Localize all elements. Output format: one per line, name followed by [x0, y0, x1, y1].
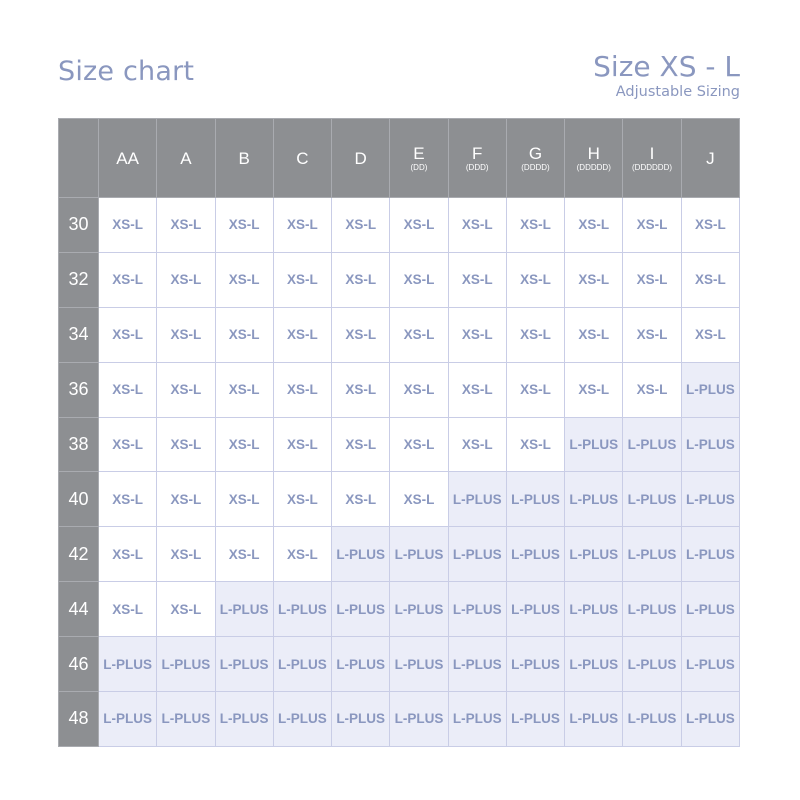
size-cell: L-PLUS	[448, 637, 506, 692]
size-cell: L-PLUS	[681, 362, 739, 417]
size-cell: XS-L	[215, 307, 273, 362]
size-cell: L-PLUS	[448, 582, 506, 637]
size-cell: L-PLUS	[215, 637, 273, 692]
size-cell: XS-L	[623, 307, 681, 362]
band-size-label: 34	[59, 307, 99, 362]
band-size-label: 38	[59, 417, 99, 472]
cup-sublabel: (DDDDDD)	[632, 162, 673, 172]
cup-sublabel: (DDD)	[465, 162, 489, 172]
band-size-label: 30	[59, 198, 99, 253]
cup-header-aa	[99, 119, 157, 198]
size-cell: XS-L	[157, 252, 215, 307]
size-cell: XS-L	[506, 417, 564, 472]
size-cell: XS-L	[332, 252, 390, 307]
band-size-label: 48	[59, 692, 99, 747]
band-row-44	[59, 582, 740, 637]
cup-label: G	[528, 143, 543, 163]
size-cell: XS-L	[448, 307, 506, 362]
size-cell: XS-L	[99, 252, 157, 307]
band-row-36	[59, 362, 740, 417]
size-cell: L-PLUS	[506, 472, 564, 527]
size-cell: XS-L	[99, 527, 157, 582]
size-cell: XS-L	[157, 582, 215, 637]
cup-label: E	[413, 143, 425, 163]
size-cell: XS-L	[448, 362, 506, 417]
size-cell: L-PLUS	[273, 692, 331, 747]
cup-header-a	[157, 119, 215, 198]
band-size-label: 36	[59, 362, 99, 417]
size-cell: XS-L	[506, 362, 564, 417]
size-cell: L-PLUS	[623, 582, 681, 637]
size-cell: XS-L	[506, 307, 564, 362]
size-cell: XS-L	[448, 417, 506, 472]
cup-header-d	[332, 119, 390, 198]
size-cell: L-PLUS	[506, 637, 564, 692]
size-cell: L-PLUS	[157, 637, 215, 692]
cup-label: D	[354, 148, 367, 168]
size-cell: XS-L	[390, 198, 448, 253]
size-cell: L-PLUS	[623, 472, 681, 527]
size-cell: XS-L	[273, 527, 331, 582]
size-cell: L-PLUS	[681, 692, 739, 747]
size-cell: XS-L	[273, 472, 331, 527]
page-title: Size chart	[58, 56, 195, 87]
size-cell: XS-L	[273, 362, 331, 417]
cup-label: H	[587, 143, 600, 163]
size-cell: XS-L	[390, 307, 448, 362]
size-cell: XS-L	[448, 198, 506, 253]
band-row-32	[59, 252, 740, 307]
size-cell: XS-L	[157, 417, 215, 472]
size-cell: XS-L	[390, 252, 448, 307]
size-cell: XS-L	[157, 527, 215, 582]
size-cell: L-PLUS	[332, 637, 390, 692]
size-cell: XS-L	[390, 417, 448, 472]
size-cell: XS-L	[215, 198, 273, 253]
size-cell: L-PLUS	[565, 472, 623, 527]
size-cell: XS-L	[215, 472, 273, 527]
size-cell: XS-L	[565, 362, 623, 417]
cup-sublabel: (DDDD)	[521, 162, 550, 172]
size-cell: L-PLUS	[681, 472, 739, 527]
size-cell: XS-L	[623, 252, 681, 307]
size-cell: L-PLUS	[390, 582, 448, 637]
size-cell: XS-L	[157, 198, 215, 253]
size-cell: XS-L	[565, 307, 623, 362]
cup-header-i	[623, 119, 681, 198]
band-row-34	[59, 307, 740, 362]
cup-header-b	[215, 119, 273, 198]
size-cell: L-PLUS	[565, 527, 623, 582]
size-cell: L-PLUS	[681, 527, 739, 582]
size-cell: L-PLUS	[565, 637, 623, 692]
size-cell: XS-L	[506, 198, 564, 253]
size-cell: XS-L	[623, 362, 681, 417]
size-cell: L-PLUS	[448, 527, 506, 582]
band-row-46	[59, 637, 740, 692]
cup-header-f	[448, 119, 506, 198]
size-cell: XS-L	[273, 307, 331, 362]
cup-header-j	[681, 119, 739, 198]
size-chart-table	[58, 118, 740, 747]
size-cell: XS-L	[390, 362, 448, 417]
size-range-heading: Size XS - L	[593, 50, 740, 83]
size-cell: XS-L	[215, 362, 273, 417]
size-cell: XS-L	[623, 198, 681, 253]
band-size-label: 44	[59, 582, 99, 637]
cup-label: C	[296, 148, 309, 168]
size-cell: XS-L	[332, 472, 390, 527]
size-cell: XS-L	[506, 252, 564, 307]
band-size-label: 42	[59, 527, 99, 582]
band-size-label: 46	[59, 637, 99, 692]
cup-label: F	[472, 143, 483, 163]
size-cell: XS-L	[215, 527, 273, 582]
size-cell: L-PLUS	[506, 692, 564, 747]
size-cell: L-PLUS	[332, 527, 390, 582]
size-cell: L-PLUS	[681, 637, 739, 692]
size-cell: XS-L	[390, 472, 448, 527]
size-cell: L-PLUS	[332, 692, 390, 747]
size-cell: L-PLUS	[506, 582, 564, 637]
band-row-42	[59, 527, 740, 582]
size-cell: L-PLUS	[99, 637, 157, 692]
size-cell: L-PLUS	[273, 582, 331, 637]
size-cell: L-PLUS	[157, 692, 215, 747]
cup-sublabel: (DD)	[410, 162, 428, 172]
size-cell: L-PLUS	[215, 582, 273, 637]
size-cell: XS-L	[565, 252, 623, 307]
size-cell: L-PLUS	[99, 692, 157, 747]
size-cell: XS-L	[99, 582, 157, 637]
size-cell: XS-L	[273, 417, 331, 472]
band-row-48	[59, 692, 740, 747]
band-size-label: 40	[59, 472, 99, 527]
size-cell: L-PLUS	[565, 692, 623, 747]
size-cell: L-PLUS	[390, 692, 448, 747]
size-cell: L-PLUS	[215, 692, 273, 747]
size-cell: L-PLUS	[448, 692, 506, 747]
cup-label: J	[706, 148, 715, 168]
size-cell: XS-L	[332, 307, 390, 362]
size-cell: XS-L	[215, 252, 273, 307]
cup-label: I	[649, 143, 655, 163]
size-cell: L-PLUS	[390, 637, 448, 692]
size-cell: XS-L	[99, 307, 157, 362]
size-cell: L-PLUS	[565, 417, 623, 472]
size-cell: L-PLUS	[623, 527, 681, 582]
size-cell: XS-L	[332, 362, 390, 417]
band-row-38	[59, 417, 740, 472]
size-cell: L-PLUS	[681, 582, 739, 637]
size-cell: XS-L	[448, 252, 506, 307]
cup-label: AA	[116, 148, 139, 168]
cup-label: A	[180, 148, 192, 168]
size-cell: XS-L	[681, 198, 739, 253]
cup-sublabel: (DDDDD)	[576, 162, 611, 172]
cup-label: B	[238, 148, 250, 168]
size-cell: L-PLUS	[623, 417, 681, 472]
size-cell: L-PLUS	[623, 637, 681, 692]
band-size-label: 32	[59, 252, 99, 307]
size-cell: L-PLUS	[681, 417, 739, 472]
band-row-40	[59, 472, 740, 527]
size-cell: XS-L	[215, 417, 273, 472]
size-cell: L-PLUS	[448, 472, 506, 527]
size-cell: XS-L	[332, 198, 390, 253]
size-cell: L-PLUS	[565, 582, 623, 637]
cup-header-e	[390, 119, 448, 198]
size-cell: XS-L	[99, 417, 157, 472]
cup-header-c	[273, 119, 331, 198]
adjustable-sizing-subtitle: Adjustable Sizing	[615, 84, 740, 100]
size-cell: XS-L	[99, 362, 157, 417]
size-cell: L-PLUS	[506, 527, 564, 582]
size-cell: XS-L	[99, 472, 157, 527]
size-cell: XS-L	[157, 472, 215, 527]
size-cell: XS-L	[99, 198, 157, 253]
size-cell: XS-L	[332, 417, 390, 472]
size-cell: XS-L	[157, 307, 215, 362]
size-cell: XS-L	[273, 198, 331, 253]
cup-header-h	[565, 119, 623, 198]
size-cell: L-PLUS	[623, 692, 681, 747]
cup-header-g	[506, 119, 564, 198]
cup-header-row	[59, 119, 740, 198]
size-cell: XS-L	[273, 252, 331, 307]
size-cell: L-PLUS	[332, 582, 390, 637]
size-cell: XS-L	[681, 307, 739, 362]
size-cell: L-PLUS	[273, 637, 331, 692]
size-cell: XS-L	[681, 252, 739, 307]
band-rows	[59, 198, 740, 747]
size-cell: L-PLUS	[390, 527, 448, 582]
band-row-30	[59, 198, 740, 253]
size-cell: XS-L	[157, 362, 215, 417]
size-cell: XS-L	[565, 198, 623, 253]
corner-cell	[59, 119, 99, 198]
